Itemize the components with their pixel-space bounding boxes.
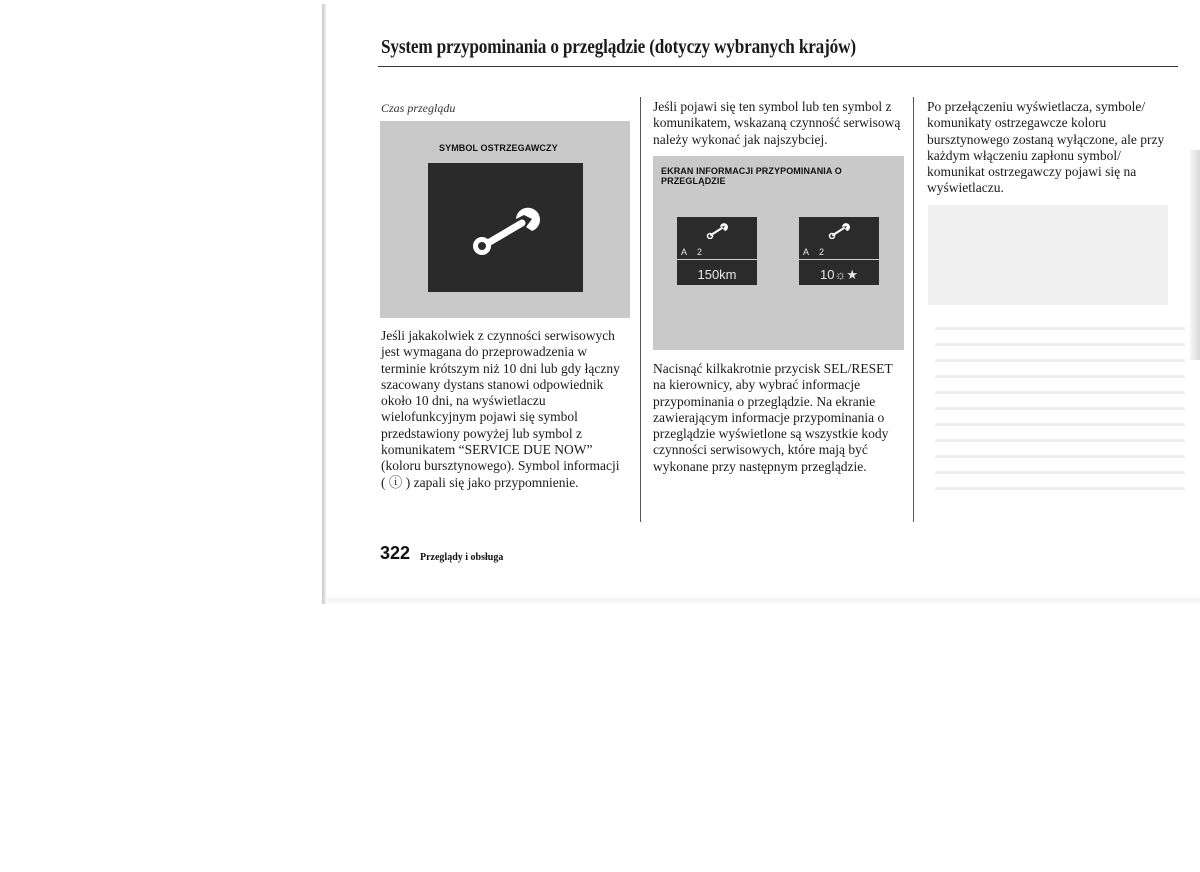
- text-line: przeglądzie wyświetlone są wszystkie kody: [653, 426, 889, 442]
- text-line: jest wymagana do przeprowadzenia w: [381, 344, 588, 360]
- text-line: szacowany dystans stanowi odpowiednik: [381, 376, 604, 392]
- text-line: terminie krótszym niż 10 dni lub gdy łączny: [381, 360, 620, 376]
- text-line: około 10 dni, na wyświetlaczu: [381, 393, 546, 409]
- text-line: (koloru bursztynowego). Symbol informacji: [381, 458, 620, 474]
- text-line: ( ⓘ ) zapali się jako przypomnienie.: [381, 474, 579, 490]
- figure-label-line2: PRZEGLĄDZIE: [661, 176, 726, 186]
- text-line: wielofunkcyjnym pojawi się symbol: [381, 409, 578, 425]
- text-line: Jeśli pojawi się ten symbol lub ten symbol z: [653, 99, 892, 114]
- remaining-distance: 150km: [697, 267, 737, 282]
- text-line: zawierającym informacje przypominania o: [653, 409, 885, 425]
- reminder-screen-distance: [677, 217, 757, 285]
- screen-divider: [799, 259, 879, 260]
- reminder-screen-days: [799, 217, 879, 285]
- bleed-through-texture: [935, 318, 1185, 498]
- text-line: bursztynowego zostaną wyłączone, ale przy: [927, 131, 1165, 147]
- column2-paragraph: [653, 361, 908, 475]
- wrench-icon: [466, 201, 546, 262]
- title-rule: [378, 66, 1178, 67]
- section-name: Przeglądy i obsługa: [420, 552, 504, 563]
- text-line: komunikatem, wskazaną czynność serwisową: [653, 115, 901, 131]
- column3-paragraph: [927, 99, 1182, 197]
- page-bottom-edge: [326, 598, 1200, 606]
- text-line: przypominania o przeglądzie. Na ekranie: [653, 393, 876, 409]
- wrench-icon: [705, 223, 729, 244]
- screen-divider: [677, 259, 757, 260]
- text-line: czynności serwisowych, które mają być: [653, 442, 868, 458]
- text-line: wykonane przy następnym przeglądzie.: [653, 458, 867, 474]
- service-reminder-screen-figure: [653, 156, 904, 350]
- maintenance-code: A 2: [681, 247, 707, 257]
- text-line: Po przełączeniu wyświetlacza, symbole/: [927, 99, 1146, 114]
- page-number: 322: [380, 543, 411, 563]
- column1-paragraph: [381, 328, 636, 491]
- column-divider-2: [913, 97, 914, 522]
- text-line: Jeśli jakakolwiek z czynności serwisowych: [381, 328, 615, 343]
- warning-symbol-panel: [428, 163, 583, 292]
- wrench-icon: [827, 223, 851, 244]
- remaining-days: 10☼★: [819, 267, 859, 282]
- page-title: System przypominania o przeglądzie (dotyczy wybranych krajów): [381, 36, 856, 58]
- figure-label: SYMBOL OSTRZEGAWCZY: [439, 143, 558, 153]
- figure-caption: Czas przeglądu: [381, 101, 456, 115]
- text-line: należy wykonać jak najszybciej.: [653, 131, 828, 147]
- text-line: komunikaty ostrzegawcze koloru: [927, 115, 1107, 131]
- column-divider-1: [640, 97, 641, 522]
- text-line: komunikat ostrzegawczy pojawi się na: [927, 164, 1137, 180]
- text-line: Nacisnąć kilkakrotnie przycisk SEL/RESET: [653, 361, 893, 376]
- page-right-edge: [1190, 150, 1200, 360]
- text-line: wyświetlaczu.: [927, 180, 1004, 196]
- warning-symbol-figure: [380, 121, 630, 318]
- bleed-through-figure: [928, 205, 1168, 305]
- page-binding-edge: [322, 4, 326, 604]
- maintenance-code: A 2: [803, 247, 829, 257]
- text-line: każdym włączeniu zapłonu symbol/: [927, 147, 1121, 163]
- figure-label-line1: EKRAN INFORMACJI PRZYPOMINANIA O: [661, 166, 842, 176]
- text-line: przedstawiony powyżej lub symbol z: [381, 425, 582, 441]
- text-line: komunikatem “SERVICE DUE NOW”: [381, 442, 593, 458]
- text-line: na kierownicy, aby wybrać informacje: [653, 377, 861, 393]
- column2-intro: [653, 99, 908, 148]
